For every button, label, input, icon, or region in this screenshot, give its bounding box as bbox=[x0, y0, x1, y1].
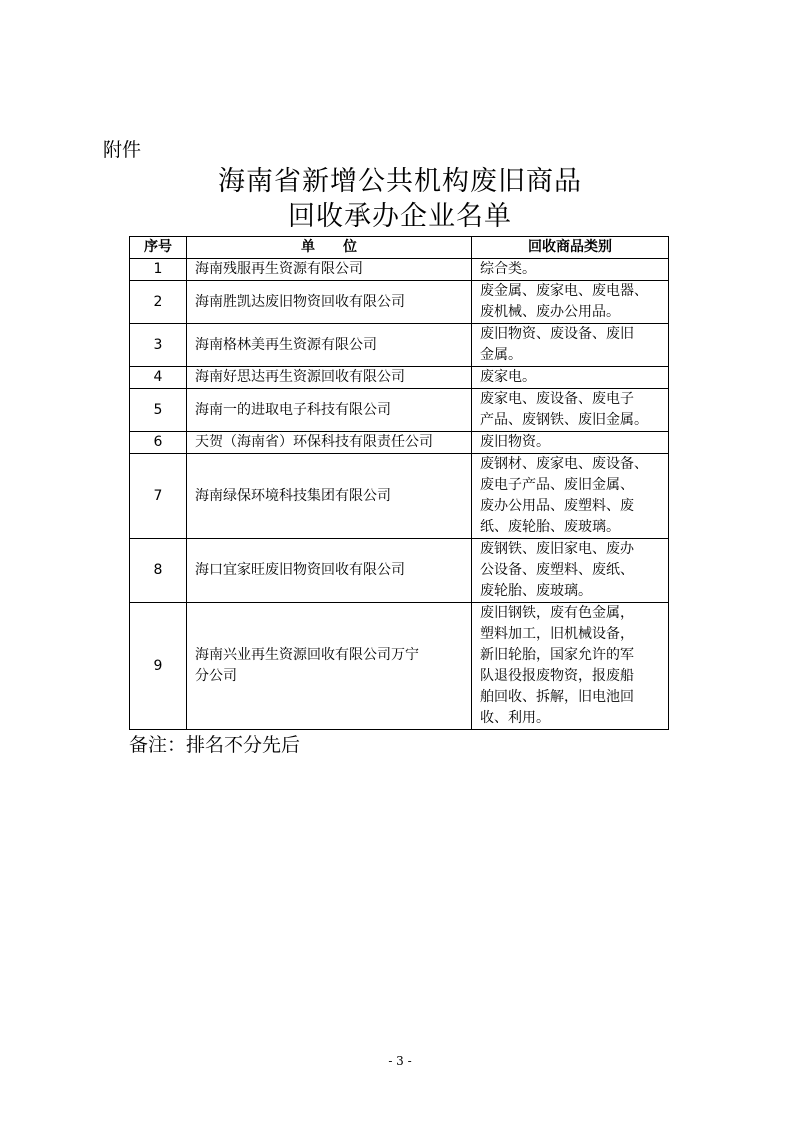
category-line: 废家电、废设备、废电子 bbox=[480, 391, 634, 407]
row-index: 3 bbox=[130, 324, 187, 367]
table-row bbox=[130, 432, 669, 454]
category-line: 纸、废轮胎、废玻璃。 bbox=[480, 519, 620, 535]
category-line: 废旧钢铁，废有色金属， bbox=[480, 605, 634, 621]
table-row bbox=[130, 454, 669, 539]
category-line: 废旧物资。 bbox=[480, 434, 550, 450]
row-category bbox=[472, 539, 669, 603]
row-unit: 海南格林美再生资源有限公司 bbox=[187, 324, 472, 367]
row-unit: 海南残服再生资源有限公司 bbox=[187, 259, 472, 281]
table-row bbox=[130, 281, 669, 324]
row-index: 5 bbox=[130, 389, 187, 432]
row-unit: 海口宜家旺废旧物资回收有限公司 bbox=[187, 539, 472, 603]
category-line: 废办公用品、废塑料、废 bbox=[480, 498, 634, 514]
category-line: 废旧物资、废设备、废旧 bbox=[480, 326, 634, 342]
table-row bbox=[130, 539, 669, 603]
table-row bbox=[130, 324, 669, 367]
row-category bbox=[472, 389, 669, 432]
row-index: 9 bbox=[130, 603, 187, 730]
header-unit bbox=[187, 237, 472, 259]
category-line: 废家电。 bbox=[480, 369, 536, 385]
row-index: 6 bbox=[130, 432, 187, 454]
row-category bbox=[472, 281, 669, 324]
header-category: 回收商品类别 bbox=[472, 237, 669, 259]
row-unit: 海南好思达再生资源回收有限公司 bbox=[187, 367, 472, 389]
table-row bbox=[130, 367, 669, 389]
row-index: 1 bbox=[130, 259, 187, 281]
unit-line: 海南兴业再生资源回收有限公司万宁 bbox=[195, 647, 419, 663]
page-number: - 3 - bbox=[388, 1054, 412, 1068]
category-line: 产品、废钢铁、废旧金属。 bbox=[480, 412, 648, 428]
category-line: 新旧轮胎，国家允许的军 bbox=[480, 647, 634, 663]
category-line: 综合类。 bbox=[480, 261, 536, 277]
category-line: 废轮胎、废玻璃。 bbox=[480, 583, 592, 599]
category-line: 队退役报废物资，报废船 bbox=[480, 668, 634, 684]
category-line: 收、利用。 bbox=[480, 710, 550, 726]
row-unit: 海南一的进取电子科技有限公司 bbox=[187, 389, 472, 432]
attachment-label: 附件 bbox=[103, 139, 142, 161]
category-line: 废钢铁、废旧家电、废办 bbox=[480, 541, 634, 557]
enterprise-table bbox=[129, 236, 669, 730]
table-row bbox=[130, 389, 669, 432]
row-index: 4 bbox=[130, 367, 187, 389]
row-unit bbox=[187, 603, 472, 730]
row-category bbox=[472, 324, 669, 367]
row-index: 7 bbox=[130, 454, 187, 539]
row-unit: 海南绿保环境科技集团有限公司 bbox=[187, 454, 472, 539]
document-title-line-1: 海南省新增公共机构废旧商品 bbox=[218, 166, 582, 197]
category-line: 金属。 bbox=[480, 347, 522, 363]
table-row bbox=[130, 603, 669, 730]
table-header-row bbox=[130, 237, 669, 259]
row-index: 2 bbox=[130, 281, 187, 324]
row-category bbox=[472, 603, 669, 730]
row-category bbox=[472, 367, 669, 389]
category-line: 塑料加工，旧机械设备， bbox=[480, 626, 634, 642]
header-index: 序号 bbox=[130, 237, 187, 259]
unit-line: 分公司 bbox=[195, 668, 237, 684]
row-category bbox=[472, 454, 669, 539]
remark-note: 备注：排名不分先后 bbox=[129, 734, 301, 756]
category-line: 公设备、废塑料、废纸、 bbox=[480, 562, 634, 578]
row-unit: 海南胜凯达废旧物资回收有限公司 bbox=[187, 281, 472, 324]
document-title-line-2: 回收承办企业名单 bbox=[288, 201, 512, 232]
category-line: 废金属、废家电、废电器、 bbox=[480, 283, 648, 299]
header-unit-label: 单位 bbox=[301, 239, 385, 255]
row-unit: 天贺（海南省）环保科技有限责任公司 bbox=[187, 432, 472, 454]
category-line: 废电子产品、废旧金属、 bbox=[480, 477, 634, 493]
table-row bbox=[130, 259, 669, 281]
category-line: 废钢材、废家电、废设备、 bbox=[480, 456, 648, 472]
row-category bbox=[472, 259, 669, 281]
category-line: 舶回收、拆解，旧电池回 bbox=[480, 689, 634, 705]
row-index: 8 bbox=[130, 539, 187, 603]
category-line: 废机械、废办公用品。 bbox=[480, 304, 620, 320]
row-category bbox=[472, 432, 669, 454]
